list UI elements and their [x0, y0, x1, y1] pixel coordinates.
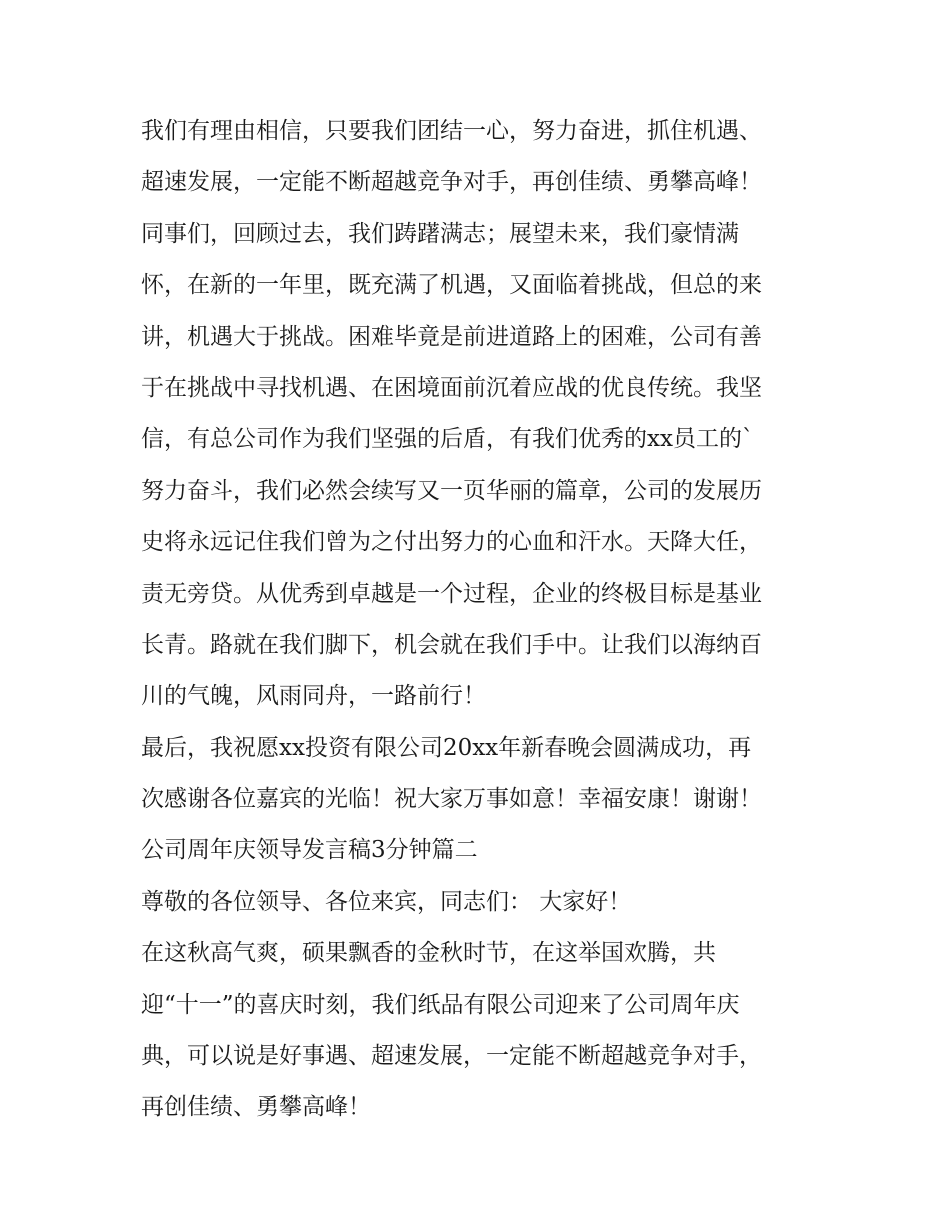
- text-line: 于在挑战中寻找机遇、在困境面前沉着应战的优良传统。我坚: [141, 374, 762, 401]
- text-line: 努力奋斗，我们必然会续写又一页华丽的篇章，公司的发展历: [141, 477, 762, 504]
- text-line: 最后，我祝愿xx投资有限公司20xx年新春晚会圆满成功，再: [141, 734, 752, 761]
- text-line: 再创佳绩、勇攀高峰！: [141, 1094, 371, 1121]
- document-body: [141, 106, 831, 1134]
- salutation-line: 尊敬的各位领导、各位来宾，同志们： 大家好！: [141, 888, 632, 915]
- text-line: 迎“十一”的喜庆时刻，我们纸品有限公司迎来了公司周年庆: [141, 991, 740, 1018]
- text-line: 次感谢各位嘉宾的光临！祝大家万事如意！幸福安康！谢谢！: [141, 786, 762, 813]
- text-line: 超速发展，一定能不断超越竞争对手，再创佳绩、勇攀高峰！: [141, 169, 762, 196]
- text-line: 信，有总公司作为我们坚强的后盾，有我们优秀的xx员工的`: [141, 426, 754, 453]
- section-heading: 公司周年庆领导发言稿3分钟篇二: [141, 837, 478, 864]
- text-line: 责无旁贷。从优秀到卓越是一个过程，企业的终极目标是基业: [141, 580, 762, 607]
- text-line: 怀，在新的一年里，既充满了机遇，又面临着挑战，但总的来: [141, 272, 762, 299]
- text-line: 在这秋高气爽，硕果飘香的金秋时节，在这举国欢腾，共: [141, 940, 716, 967]
- text-line: 长青。路就在我们脚下，机会就在我们手中。让我们以海纳百: [141, 631, 762, 658]
- text-line: 史将永远记住我们曾为之付出努力的心血和汗水。天降大任，: [141, 529, 762, 556]
- text-line: 川的气魄，风雨同舟，一路前行！: [141, 683, 486, 710]
- text-line: 典，可以说是好事遇、超速发展，一定能不断超越竞争对手，: [141, 1043, 762, 1070]
- text-line: 讲，机遇大于挑战。困难毕竟是前进道路上的困难，公司有善: [141, 323, 762, 350]
- text-line: 同事们，回顾过去，我们踌躇满志；展望未来，我们豪情满: [141, 220, 739, 247]
- text-line: 我们有理由相信，只要我们团结一心，努力奋进，抓住机遇、: [141, 118, 762, 144]
